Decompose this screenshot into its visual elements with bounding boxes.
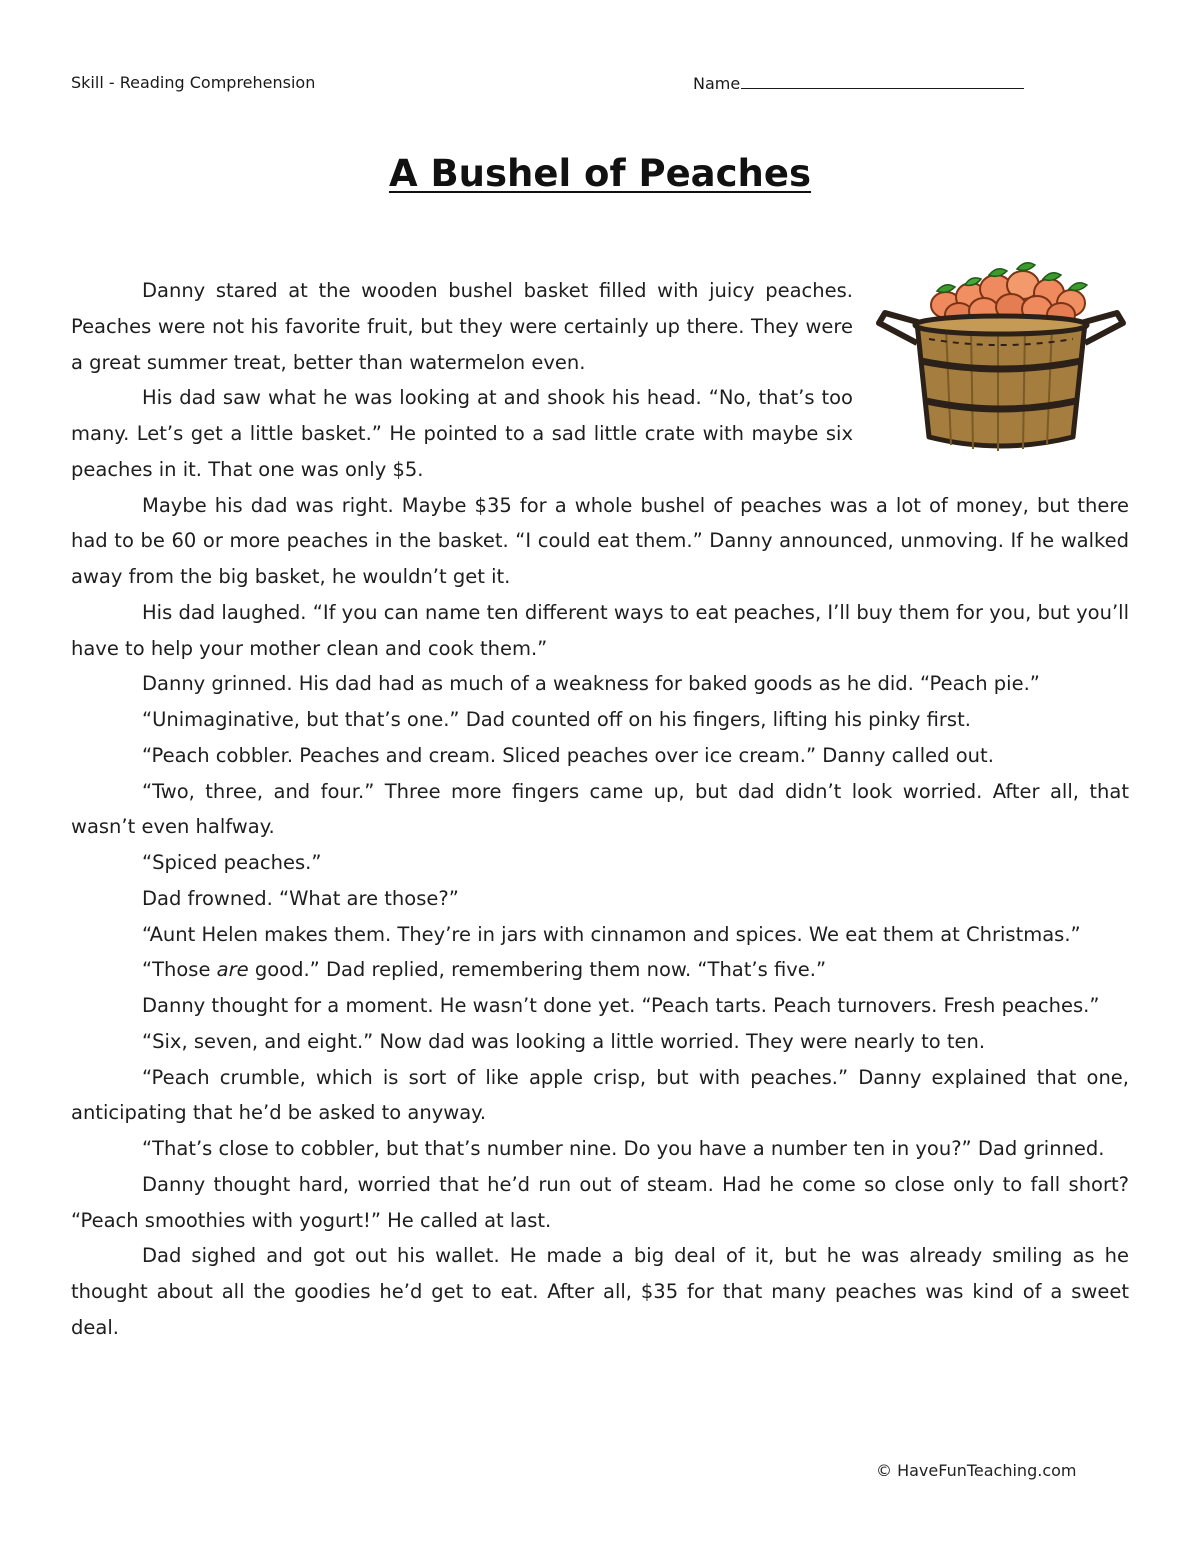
story-paragraph: His dad laughed. “If you can name ten different ways to eat peaches, I’ll buy them for you, but you’ll have to help your mother clean and cook them.”: [71, 600, 1129, 660]
peach-basket-icon: [871, 261, 1131, 457]
emphasized-word: are: [216, 958, 249, 982]
name-blank-line[interactable]: [741, 72, 1024, 89]
story-paragraph: [71, 952, 1129, 988]
story-paragraph: Danny grinned. His dad had as much of a weakness for baked goods as he did. “Peach pie.”: [142, 672, 1040, 696]
skill-label: Skill - Reading Comprehension: [71, 73, 316, 92]
story-paragraph: Dad sighed and got out his wallet. He made a big deal of it, but he was already smiling as he thought about all the goodies he’d get to eat. After all, $35 for that many peaches was kind of a sweet deal.: [71, 1244, 1129, 1339]
name-field[interactable]: [693, 72, 1024, 95]
story-paragraph: Maybe his dad was right. Maybe $35 for a whole bushel of peaches was a lot of money, but there had to be 60 or more peaches in the basket. “I could eat them.” Danny announced, unmoving. If he walked away from the big basket, he wouldn’t get it.: [71, 493, 1129, 588]
story-text: [71, 273, 1129, 1346]
story-paragraph: “Six, seven, and eight.” Now dad was looking a little worried. They were nearly to ten.: [142, 1029, 986, 1053]
story-paragraph: Danny stared at the wooden bushel basket filled with juicy peaches. Peaches were not his favorite fruit, but they were certainly up there. They were a great summer treat, better than watermelon even.: [71, 279, 853, 374]
story-paragraph: Dad frowned. “What are those?”: [142, 886, 459, 910]
story-paragraph: “Peach cobbler. Peaches and cream. Sliced peaches over ice cream.” Danny called out.: [142, 743, 994, 767]
copyright-footer: © HaveFunTeaching.com: [876, 1461, 1077, 1480]
paragraph-text: good.” Dad replied, remembering them now. “That’s five.”: [248, 958, 827, 982]
story-paragraph: “Two, three, and four.” Three more fingers came up, but dad didn’t look worried. After all, that wasn’t even halfway.: [71, 779, 1129, 839]
story-paragraph: Danny thought for a moment. He wasn’t done yet. “Peach tarts. Peach turnovers. Fresh peaches.”: [142, 994, 1100, 1017]
story-paragraph: “Aunt Helen makes them. They’re in jars with cinnamon and spices. We eat them at Christmas.”: [142, 922, 1081, 946]
story-paragraph: “That’s close to cobbler, but that’s number nine. Do you have a number ten in you?” Dad grinned.: [142, 1137, 1105, 1160]
story-paragraph: “Peach crumble, which is sort of like apple crisp, but with peaches.” Danny explained that one, anticipating that he’d be asked to anyway.: [71, 1065, 1129, 1125]
story-paragraph: “Unimaginative, but that’s one.” Dad counted off on his fingers, lifting his pinky first.: [142, 708, 971, 731]
page-title: A Bushel of Peaches: [388, 152, 812, 195]
story-paragraph: “Spiced peaches.”: [142, 851, 322, 874]
name-label: Name: [693, 74, 741, 93]
paragraph-text: “Those: [142, 958, 217, 982]
story-paragraph: Danny thought hard, worried that he’d run out of steam. Had he come so close only to fall short? “Peach smoothies with yogurt!” He called at last.: [71, 1172, 1129, 1232]
peach-basket-illustration: [871, 261, 1131, 457]
story-paragraph: His dad saw what he was looking at and shook his head. “No, that’s too many. Let’s get a little basket.” He pointed to a sad little crate with maybe six peaches in it. That one was only $5.: [71, 386, 853, 481]
